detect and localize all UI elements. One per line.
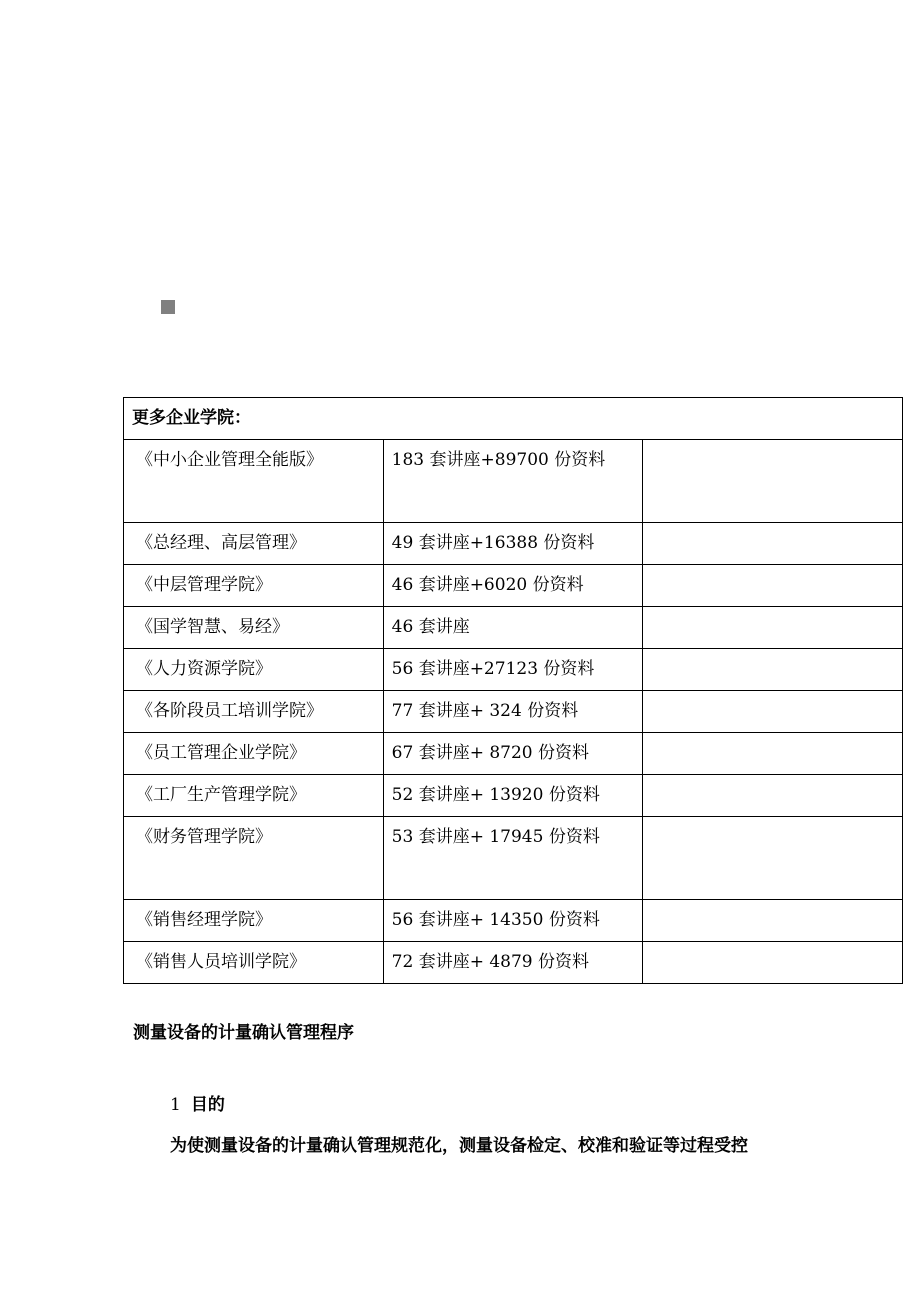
table-row (124, 523, 903, 565)
course-extra (643, 523, 903, 565)
course-extra (643, 775, 903, 817)
body-paragraph: 为使测量设备的计量确认管理规范化，测量设备检定、校准和验证等过程受控 (170, 1136, 748, 1156)
course-extra (643, 733, 903, 775)
course-extra (643, 817, 903, 900)
table-row (124, 607, 903, 649)
course-extra (643, 440, 903, 523)
course-count: 46 套讲座 (383, 607, 643, 649)
course-name: 《工厂生产管理学院》 (124, 775, 384, 817)
table-header: 更多企业学院： (124, 398, 903, 440)
section-heading (170, 1090, 225, 1115)
document-title: 测量设备的计量确认管理程序 (133, 1023, 354, 1043)
course-count: 67 套讲座+ 8720 份资料 (383, 733, 643, 775)
course-name: 《人力资源学院》 (124, 649, 384, 691)
table-row (124, 440, 903, 523)
course-count: 56 套讲座+ 14350 份资料 (383, 900, 643, 942)
table-row (124, 649, 903, 691)
table-row (124, 942, 903, 984)
course-name: 《国学智慧、易经》 (124, 607, 384, 649)
academy-table (123, 397, 903, 984)
course-extra (643, 691, 903, 733)
course-name: 《员工管理企业学院》 (124, 733, 384, 775)
course-extra (643, 942, 903, 984)
table-row (124, 691, 903, 733)
course-count: 53 套讲座+ 17945 份资料 (383, 817, 643, 900)
course-count: 77 套讲座+ 324 份资料 (383, 691, 643, 733)
course-count: 52 套讲座+ 13920 份资料 (383, 775, 643, 817)
section-title: 目的 (190, 1095, 225, 1115)
course-name: 《中小企业管理全能版》 (124, 440, 384, 523)
course-name: 《各阶段员工培训学院》 (124, 691, 384, 733)
course-extra (643, 607, 903, 649)
table-row (124, 900, 903, 942)
course-name: 《中层管理学院》 (124, 565, 384, 607)
course-count: 183 套讲座+89700 份资料 (383, 440, 643, 523)
table-row (124, 817, 903, 900)
course-count: 46 套讲座+6020 份资料 (383, 565, 643, 607)
table-row (124, 733, 903, 775)
course-name: 《财务管理学院》 (124, 817, 384, 900)
section-number: 1 (170, 1095, 181, 1115)
course-name: 《销售人员培训学院》 (124, 942, 384, 984)
bullet-square-icon (161, 300, 175, 314)
course-name: 《总经理、高层管理》 (124, 523, 384, 565)
table-row (124, 565, 903, 607)
table-row (124, 775, 903, 817)
course-extra (643, 565, 903, 607)
course-extra (643, 649, 903, 691)
course-count: 49 套讲座+16388 份资料 (383, 523, 643, 565)
course-count: 56 套讲座+27123 份资料 (383, 649, 643, 691)
course-name: 《销售经理学院》 (124, 900, 384, 942)
course-extra (643, 900, 903, 942)
course-count: 72 套讲座+ 4879 份资料 (383, 942, 643, 984)
